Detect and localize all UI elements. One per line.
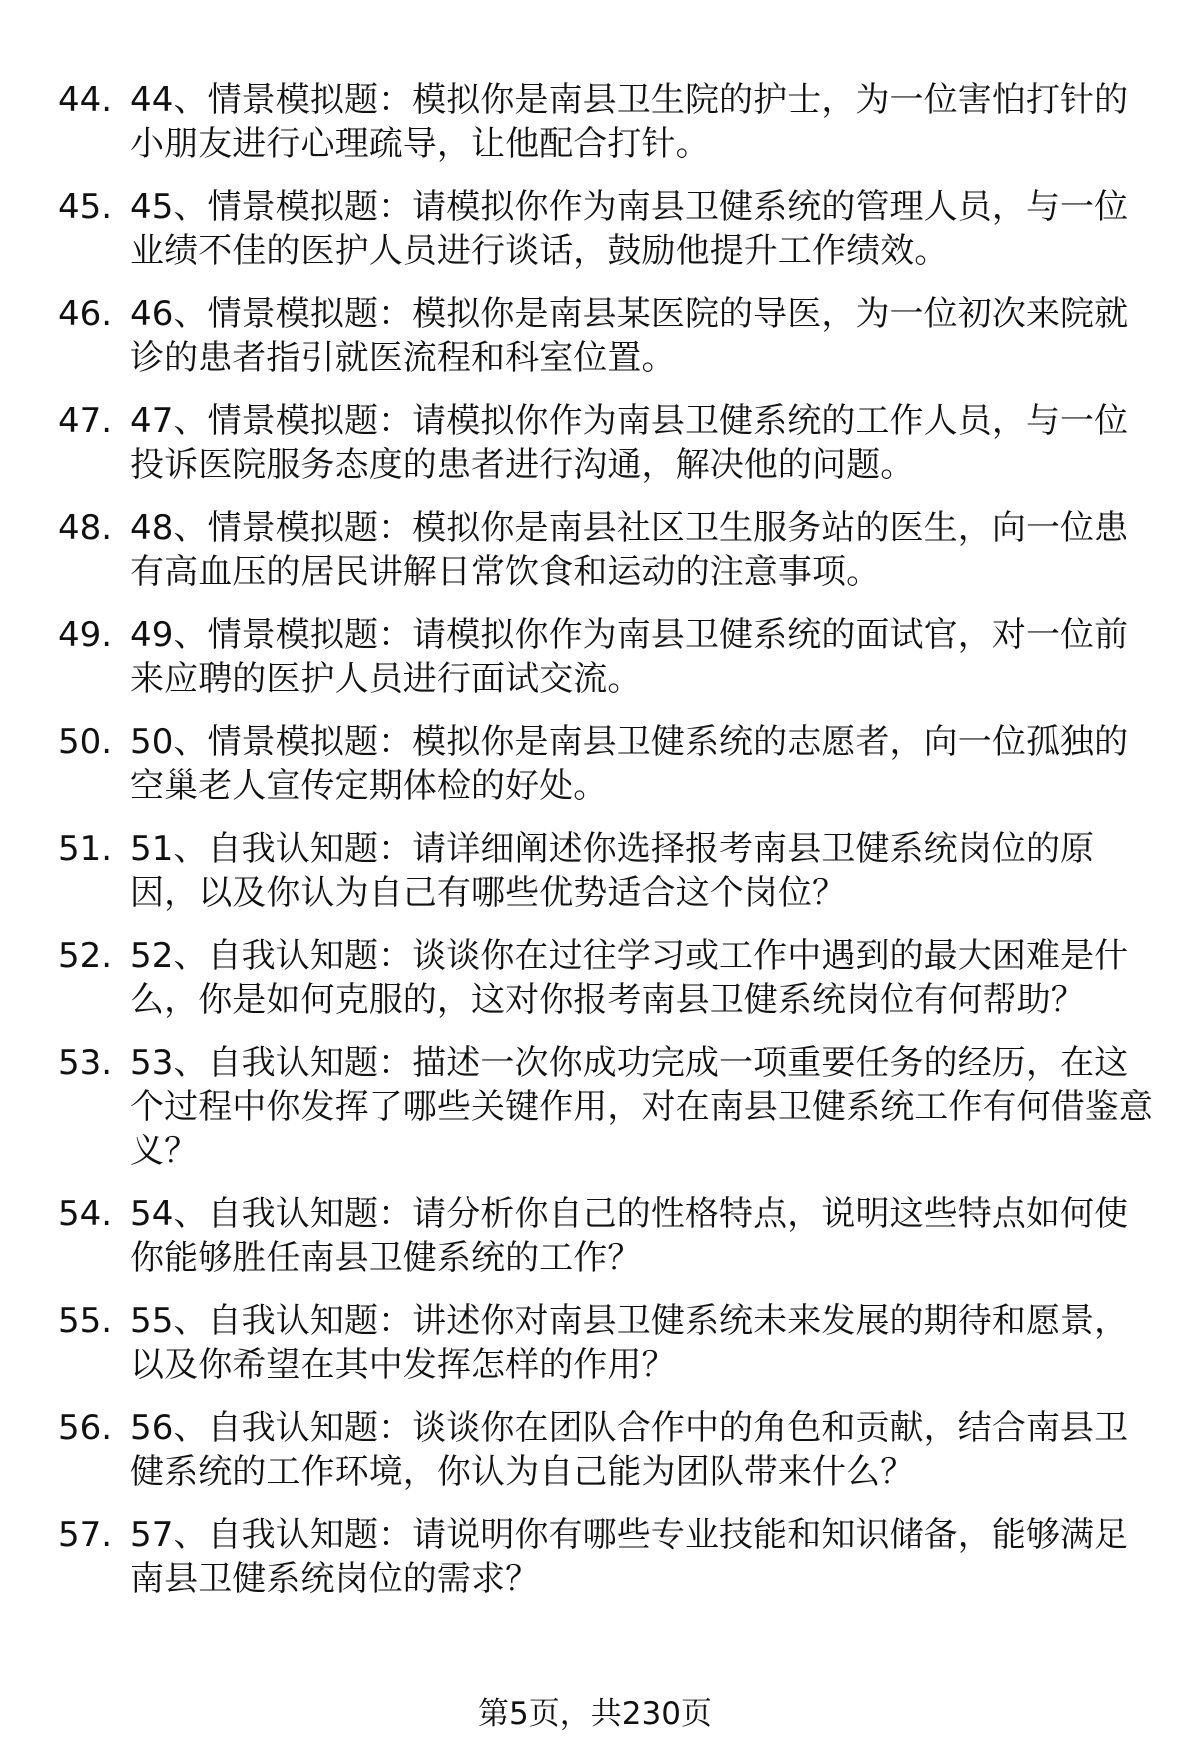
- question-text: 48、情景模拟题：模拟你是南县社区卫生服务站的医生，向一位患有高血压的居民讲解日常饮食和运动的注意事项。: [130, 508, 1129, 592]
- question-item: [58, 1406, 1158, 1494]
- question-text: 47、情景模拟题：请模拟你作为南县卫健系统的工作人员，与一位投诉医院服务态度的患者进行沟通，解决他的问题。: [130, 401, 1129, 485]
- question-item: [58, 613, 1158, 701]
- question-number: 50.: [58, 722, 113, 762]
- question-text: 50、情景模拟题：模拟你是南县卫健系统的志愿者，向一位孤独的空巢老人宣传定期体检的好处。: [130, 722, 1129, 806]
- question-item: [58, 399, 1158, 487]
- question-item: [58, 185, 1158, 273]
- question-text: 54、自我认知题：请分析你自己的性格特点，说明这些特点如何使你能够胜任南县卫健系统的工作？: [130, 1194, 1129, 1278]
- question-text: 51、自我认知题：请详细阐述你选择报考南县卫健系统岗位的原因，以及你认为自己有哪些优势适合这个岗位？: [130, 829, 1095, 913]
- question-number: 51.: [58, 829, 113, 869]
- question-number: 44.: [58, 80, 113, 120]
- question-text: 46、情景模拟题：模拟你是南县某医院的导医，为一位初次来院就诊的患者指引就医流程和科室位置。: [130, 294, 1129, 378]
- question-number: 55.: [58, 1301, 113, 1341]
- question-list: [58, 78, 1158, 1620]
- question-item: [58, 78, 1158, 166]
- question-item: [58, 1299, 1158, 1387]
- question-text: 53、自我认知题：描述一次你成功完成一项重要任务的经历，在这个过程中你发挥了哪些关键作用，对在南县卫健系统工作有何借鉴意义？: [130, 1043, 1153, 1171]
- question-item: [58, 934, 1158, 1022]
- question-number: 54.: [58, 1194, 113, 1234]
- question-number: 57.: [58, 1515, 113, 1555]
- question-text: 45、情景模拟题：请模拟你作为南县卫健系统的管理人员，与一位业绩不佳的医护人员进行谈话，鼓励他提升工作绩效。: [130, 187, 1129, 271]
- question-number: 45.: [58, 187, 113, 227]
- question-text: 49、情景模拟题：请模拟你作为南县卫健系统的面试官，对一位前来应聘的医护人员进行面试交流。: [130, 615, 1129, 699]
- question-number: 56.: [58, 1408, 113, 1448]
- question-number: 49.: [58, 615, 113, 655]
- question-item: [58, 1041, 1158, 1173]
- question-item: [58, 1513, 1158, 1601]
- question-number: 46.: [58, 294, 113, 334]
- question-item: [58, 506, 1158, 594]
- question-text: 57、自我认知题：请说明你有哪些专业技能和知识储备，能够满足南县卫健系统岗位的需求？: [130, 1515, 1129, 1599]
- question-item: [58, 292, 1158, 380]
- question-number: 52.: [58, 936, 113, 976]
- question-text: 55、自我认知题：讲述你对南县卫健系统未来发展的期待和愿景，以及你希望在其中发挥怎样的作用？: [130, 1301, 1129, 1385]
- question-item: [58, 720, 1158, 808]
- question-item: [58, 1192, 1158, 1280]
- question-number: 53.: [58, 1043, 113, 1083]
- question-number: 48.: [58, 508, 113, 548]
- question-text: 44、情景模拟题：模拟你是南县卫生院的护士，为一位害怕打针的小朋友进行心理疏导，让他配合打针。: [130, 80, 1129, 164]
- question-text: 52、自我认知题：谈谈你在过往学习或工作中遇到的最大困难是什么，你是如何克服的，这对你报考南县卫健系统岗位有何帮助？: [130, 936, 1129, 1020]
- question-text: 56、自我认知题：谈谈你在团队合作中的角色和贡献，结合南县卫健系统的工作环境，你认为自己能为团队带来什么？: [130, 1408, 1129, 1492]
- page-indicator: 第5页，共230页: [478, 1696, 712, 1732]
- question-number: 47.: [58, 401, 113, 441]
- question-item: [58, 827, 1158, 915]
